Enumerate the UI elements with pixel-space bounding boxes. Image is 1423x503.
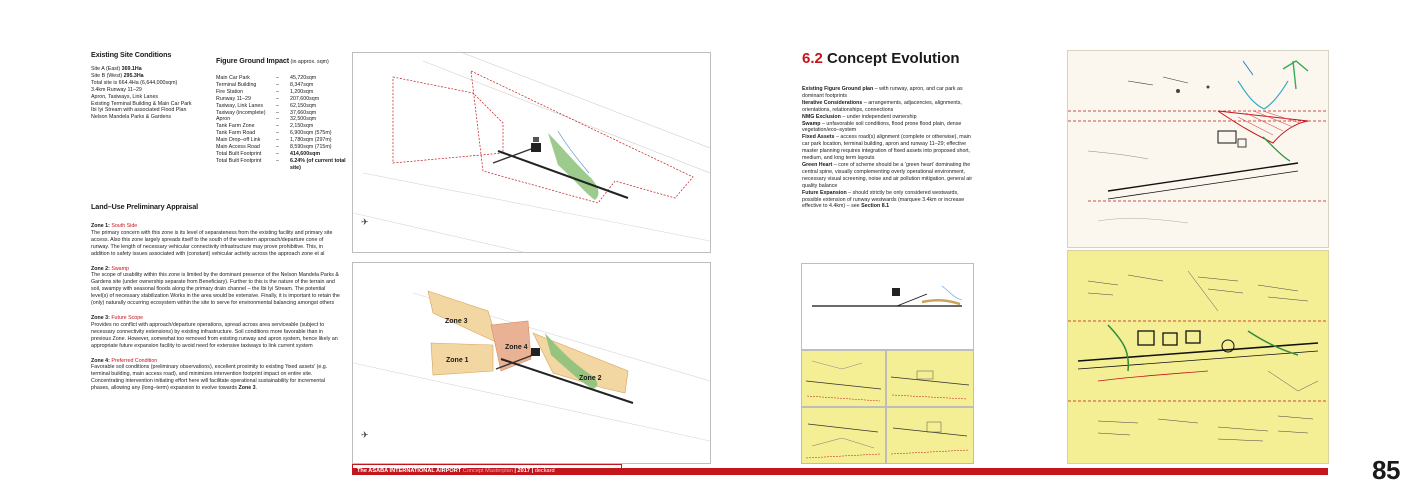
figure-ground-dash: – — [276, 130, 279, 137]
concept-item: Future Expansion – should strictly be only considered westwards, possible extension of runway westwards (marquee 3.4km or increase effective to 4.4km) – see Section 8.1 — [802, 189, 965, 210]
site-plan-zones — [352, 262, 711, 464]
figure-ground-row — [216, 96, 356, 103]
figure-ground-value: 8,590sqm (715m) — [290, 144, 332, 151]
figure-ground-row — [216, 158, 356, 172]
figure-ground-dash: – — [276, 116, 279, 123]
zone-2-label: Zone 2 — [579, 375, 602, 382]
figure-ground-value: 2,150sqm — [290, 123, 314, 130]
figure-ground-row — [216, 151, 356, 158]
concept-diagram-figure-ground — [801, 263, 974, 350]
zone-2-title: Zone 2: Swamp — [91, 265, 129, 272]
figure-ground-dash: – — [276, 150, 279, 157]
figure-ground-item: Fire Station — [216, 88, 244, 95]
figure-ground-dash: – — [276, 109, 279, 116]
figure-ground-value: 8,347sqm — [290, 81, 314, 88]
figure-ground-value: 414,600sqm — [290, 150, 321, 157]
figure-ground-dash: – — [276, 81, 279, 88]
concept-sketch-3 — [801, 407, 886, 464]
zone-2-area — [533, 333, 628, 393]
zone-4-label: Zone 4 — [505, 344, 528, 351]
zone-1-text: The primary concern with this zone is its level of separateness from the existing facility and primary site access. Also this zone largely spreads itself to the south of the western approach/departure cone of runway. The length of necessary vehicular connectivity infrastructure may prove prohibitive. This, in addition to safety issues associated with (constant) vehicular activity across the approach zone et al — [91, 229, 333, 257]
concept-sketch-1 — [801, 350, 886, 407]
zone-4-title: Zone 4: Preferred Condition — [91, 357, 158, 364]
concept-sketch-4 — [886, 407, 974, 464]
figure-ground-item: Tank Farm Road — [216, 130, 256, 137]
figure-ground-row — [216, 75, 356, 82]
figure-ground-row — [216, 123, 356, 130]
figure-ground-value: 1,780sqm (297m) — [290, 137, 332, 144]
existing-line: Ibi Iyi Stream with associated Flood Plan — [91, 107, 187, 114]
figure-ground-value: 32,500sqm — [290, 116, 317, 123]
zone-2-block — [91, 266, 341, 307]
figure-ground-dash: – — [276, 137, 279, 144]
figure-ground-row — [216, 110, 356, 117]
figure-ground-heading: Figure Ground Impact (in approx. sqm) — [216, 56, 329, 65]
site-plan-existing — [352, 52, 711, 253]
svg-text:✈: ✈ — [361, 218, 369, 228]
existing-line: Existing Terminal Building & Main Car Park — [91, 100, 192, 107]
zone-1-title: Zone 1: South Side — [91, 223, 138, 229]
figure-ground-item: Apron — [216, 116, 231, 123]
existing-line: Site B (West) 295.3Ha — [91, 72, 144, 79]
concept-item: Swamp – unfavorable soil conditions, flood prone flood plain, dense vegetation/eco–system — [802, 120, 962, 134]
figure-ground-dash: – — [276, 144, 279, 151]
concept-evolution-title: 6.2 Concept Evolution — [802, 50, 960, 67]
site-plan-existing-drawing — [353, 53, 710, 252]
zone-2-text: The scope of usability within this zone is limited by the dominant presence of the Nelson Mandela Parks & Gardens site (under ownership separate from Beneficiary). Further to this is the nature of the terrain and soil, swampy with seasonal floods along the primary drain channel – the Ibi Iyi Stream. The potential level(s) of necessary stabilization Works in the area would be extensive. Finally, it is important to retain the (only) naturally occurring ecosystem within the site to serve for environmental balancing amongst others — [91, 272, 340, 307]
figure-ground-item: Main Drop–off Link — [216, 137, 261, 144]
figure-ground-table — [216, 75, 356, 172]
figure-ground-value: 1,200sqm — [290, 88, 314, 95]
figure-ground-item: Taxiway, Link Lanes — [216, 102, 264, 109]
figure-ground-dash: – — [276, 123, 279, 130]
figure-ground-value: 6.24% (of current total site) — [290, 157, 346, 171]
concept-item: Existing Figure Ground plan – with runway, apron, and car park as dominant footprints — [802, 86, 963, 99]
figure-ground-row — [216, 116, 356, 123]
existing-line: Total site is 664.4Ha (6,644,000sqm) — [91, 79, 178, 86]
concept-item: Fixed Assets – access road(s) alignment (complete or otherwise), main car park location, terminal building, apron and runway 11–29; effective master planning requires integration of fixed assets into proposed short, medium, and long term layouts — [802, 134, 971, 162]
land-use-heading: Land–Use Preliminary Appraisal — [91, 202, 198, 211]
zone-3-area — [428, 291, 498, 343]
figure-ground-row — [216, 144, 356, 151]
existing-site-heading: Existing Site Conditions — [91, 50, 172, 59]
figure-ground-impact — [216, 50, 356, 172]
existing-site-list — [91, 66, 213, 121]
zone-1-block — [91, 223, 341, 258]
figure-ground-dash: – — [276, 95, 279, 102]
zone-3-block — [91, 315, 341, 350]
svg-text:✈: ✈ — [361, 431, 369, 441]
figure-ground-dash: – — [276, 157, 279, 164]
existing-site-conditions — [91, 50, 213, 121]
footer-title: The ASABA INTERNATIONAL AIRPORT Concept Masterplan | 2017 | deckard — [357, 468, 555, 474]
figure-ground-item: Main Car Park — [216, 75, 250, 81]
concept-item: Iterative Considerations – arrangements, adjacencies, alignments, orientations, relationships, connections — [802, 99, 962, 113]
zone-1-label: Zone 1 — [446, 357, 469, 364]
zone-3-text: Provides no conflict with approach/departure operations, spread across area serviceable (subject to necessary connectivity extensions) by existing infrastructure. Soil conditions more favorable than in previous Zone. However, somewhat too removed from existing runway and apron system, hence likely an appropriate future expansion facility to avoid need for extensive taxiways to link current system — [91, 321, 338, 349]
zone-4-text: Favorable soil conditions (preliminary observations), excellent proximity to existing ‘fixed assets’ (e.g. terminal building, main access road), and minimizes intervention footprint impact on entire site. Concentrating intervention initiating effort here will facilitate operational sustainability for incremental phases, allowing any (long–term) expansion to evolve towards Zone 3. — [91, 364, 328, 392]
figure-ground-row — [216, 130, 356, 137]
figure-ground-item: Main Access Road — [216, 144, 260, 151]
figure-ground-item: Tank Farm Zone — [216, 123, 255, 130]
figure-ground-dash: – — [276, 75, 279, 81]
hand-sketch-plan-bottom — [1067, 250, 1329, 464]
figure-ground-value: 37,660sqm — [290, 109, 317, 116]
concept-sketch-2 — [886, 350, 974, 407]
figure-ground-item: Runway 11–29 — [216, 95, 251, 102]
figure-ground-dash: – — [276, 102, 279, 109]
existing-line: Apron, Taxiways, Link Lanes — [91, 93, 159, 100]
zone-3-label: Zone 3 — [445, 318, 468, 325]
figure-ground-dash: – — [276, 88, 279, 95]
concept-item: Green Heart – core of scheme should be a ‘green heart’ dominating the central spine, visually complementing overly operational environment, necessary visual screening, noise and air pollution mitigation, general air quality balance — [802, 161, 973, 189]
figure-ground-value: 207,600sqm — [290, 95, 320, 102]
zone-3-title: Zone 3: Future Scope — [91, 314, 144, 321]
figure-ground-item: Total Built Footprint — [216, 157, 262, 164]
figure-ground-item: Total Built Footprint — [216, 150, 262, 157]
zone-4-block — [91, 358, 341, 393]
figure-ground-row — [216, 103, 356, 110]
figure-ground-item: Taxiway (incomplete) — [216, 109, 266, 116]
site-plan-zones-drawing — [353, 263, 710, 463]
concept-evolution-list — [802, 86, 974, 210]
existing-line: 3.4km Runway 11–29 — [91, 86, 142, 93]
figure-ground-value: 62,150sqm — [290, 102, 317, 109]
land-use-appraisal — [91, 202, 341, 392]
existing-line: Nelson Mandela Parks & Gardens — [91, 114, 172, 121]
concept-item: NMG Exclusion – under independent ownership — [802, 113, 917, 120]
figure-ground-row — [216, 82, 356, 89]
figure-ground-row — [216, 89, 356, 96]
figure-ground-item: Terminal Building — [216, 81, 257, 88]
existing-line: Site A (East) 369.1Ha — [91, 66, 142, 72]
figure-ground-value: 6,900sqm (575m) — [290, 130, 332, 137]
page-number: 85 — [1372, 455, 1400, 485]
hand-sketch-plan-top — [1067, 50, 1329, 248]
figure-ground-row — [216, 137, 356, 144]
figure-ground-value: 45,720sqm — [290, 75, 317, 81]
